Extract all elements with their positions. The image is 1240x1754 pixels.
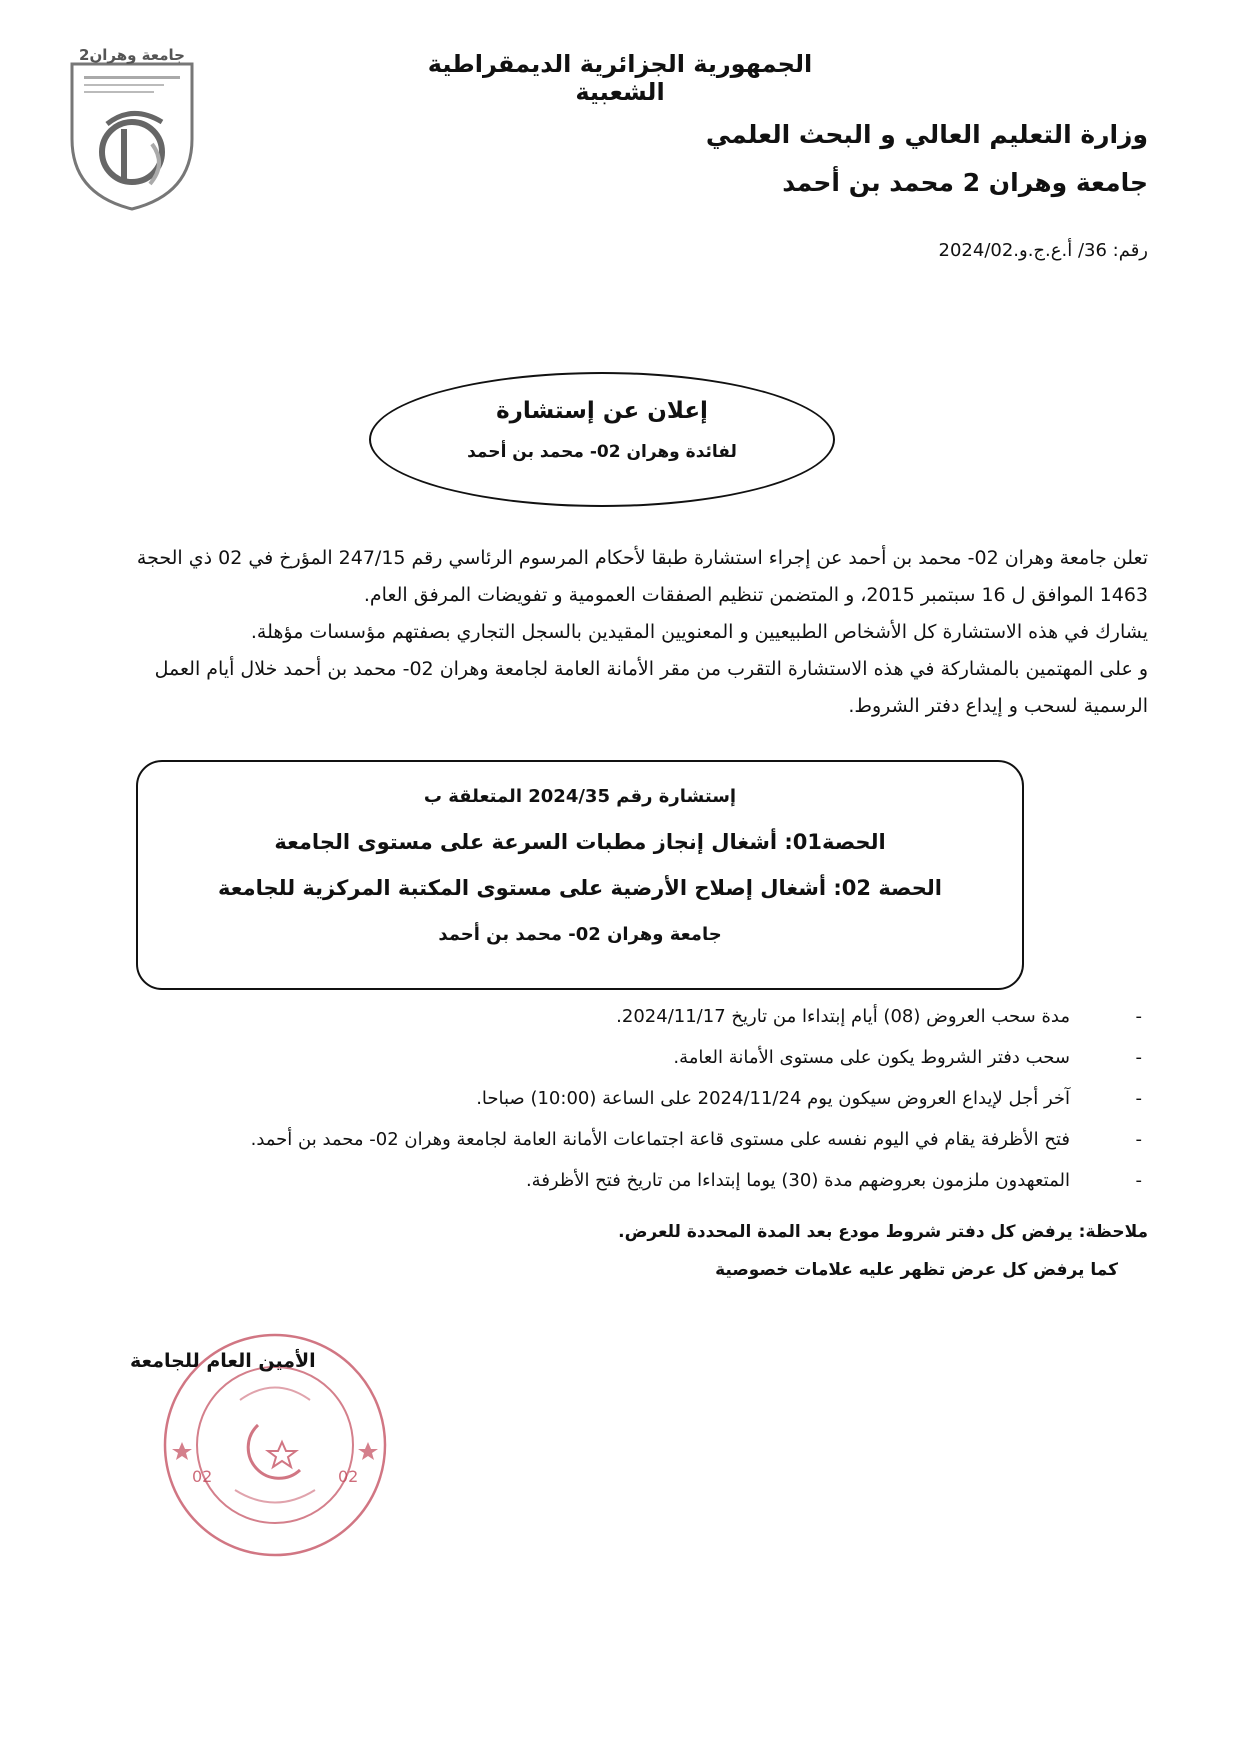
lot-1: الحصة01: أشغال إنجاز مطبات السرعة على مستوى الجامعة bbox=[274, 830, 886, 854]
university-name: جامعة وهران 2 محمد بن أحمد bbox=[782, 168, 1148, 197]
list-item: - آخر أجل لإيداع العروض سيكون يوم 2024/11/24 على الساعة (10:00) صباحا. bbox=[148, 1078, 1148, 1119]
seal-number-right: 02 bbox=[338, 1467, 359, 1486]
signatory-title: الأمين العام للجامعة bbox=[130, 1350, 316, 1372]
list-item: - فتح الأظرفة يقام في اليوم نفسه على مستوى قاعة اجتماعات الأمانة العامة لجامعة وهران 02- محمد بن أحمد. bbox=[148, 1119, 1148, 1160]
republic-heading: الجمهورية الجزائرية الديمقراطية الشعبية bbox=[427, 50, 813, 106]
intro-paragraph: يشارك في هذه الاستشارة كل الأشخاص الطبيعيين و المعنويين المقيدين بالسجل التجاري بصفتهم مؤسسات مؤهلة. bbox=[250, 621, 1148, 643]
terms-list bbox=[148, 996, 1148, 1201]
announcement-oval bbox=[369, 372, 835, 507]
intro-text bbox=[108, 540, 1148, 725]
consultation-heading: إستشارة رقم 2024/35 المتعلقة ب bbox=[423, 786, 737, 807]
intro-paragraph: تعلن جامعة وهران 02- محمد بن أحمد عن إجراء استشارة طبقا لأحكام المرسوم الرئاسي رقم 247/15 المؤرخ في 02 ذي الحجة 1463 الموافق ل 16 سبتمبر 2015، و المتضمن تنظيم الصفقات العمومية و تفويضات المرفق العام. bbox=[136, 547, 1148, 606]
consultation-university: جامعة وهران 02- محمد بن أحمد bbox=[438, 924, 722, 945]
lot-2: الحصة 02: أشغال إصلاح الأرضية على مستوى المكتبة المركزية للجامعة bbox=[218, 876, 942, 900]
list-item: - المتعهدون ملزمون بعروضهم مدة (30) يوما إبتداءا من تاريخ فتح الأظرفة. bbox=[148, 1160, 1148, 1201]
seal-number-left: 02 bbox=[192, 1467, 213, 1486]
intro-paragraph: و على المهتمين بالمشاركة في هذه الاستشارة التقرب من مقر الأمانة العامة لجامعة وهران 02- محمد بن أحمد خلال أيام العمل الرسمية لسحب و إيداع دفتر الشروط. bbox=[154, 658, 1148, 717]
announcement-title: إعلان عن إستشارة bbox=[496, 398, 708, 424]
list-item: - سحب دفتر الشروط يكون على مستوى الأمانة العامة. bbox=[148, 1037, 1148, 1078]
university-logo bbox=[62, 44, 202, 212]
list-item: - مدة سحب العروض (08) أيام إبتداءا من تاريخ 2024/11/17. bbox=[148, 996, 1148, 1037]
announcement-subtitle: لفائدة وهران 02- محمد بن أحمد bbox=[467, 442, 737, 462]
note-line-2: كما يرفض كل عرض تظهر عليه علامات خصوصية bbox=[715, 1260, 1118, 1280]
reference-number: رقم: 36/ أ.ع.ج.و.2024/02 bbox=[938, 240, 1148, 261]
note-line-1: ملاحظة: يرفض كل دفتر شروط مودع بعد المدة المحددة للعرض. bbox=[618, 1222, 1148, 1242]
logo-text: جامعة وهران2 bbox=[79, 46, 185, 64]
ministry-name: وزارة التعليم العالي و البحث العلمي bbox=[705, 120, 1148, 149]
